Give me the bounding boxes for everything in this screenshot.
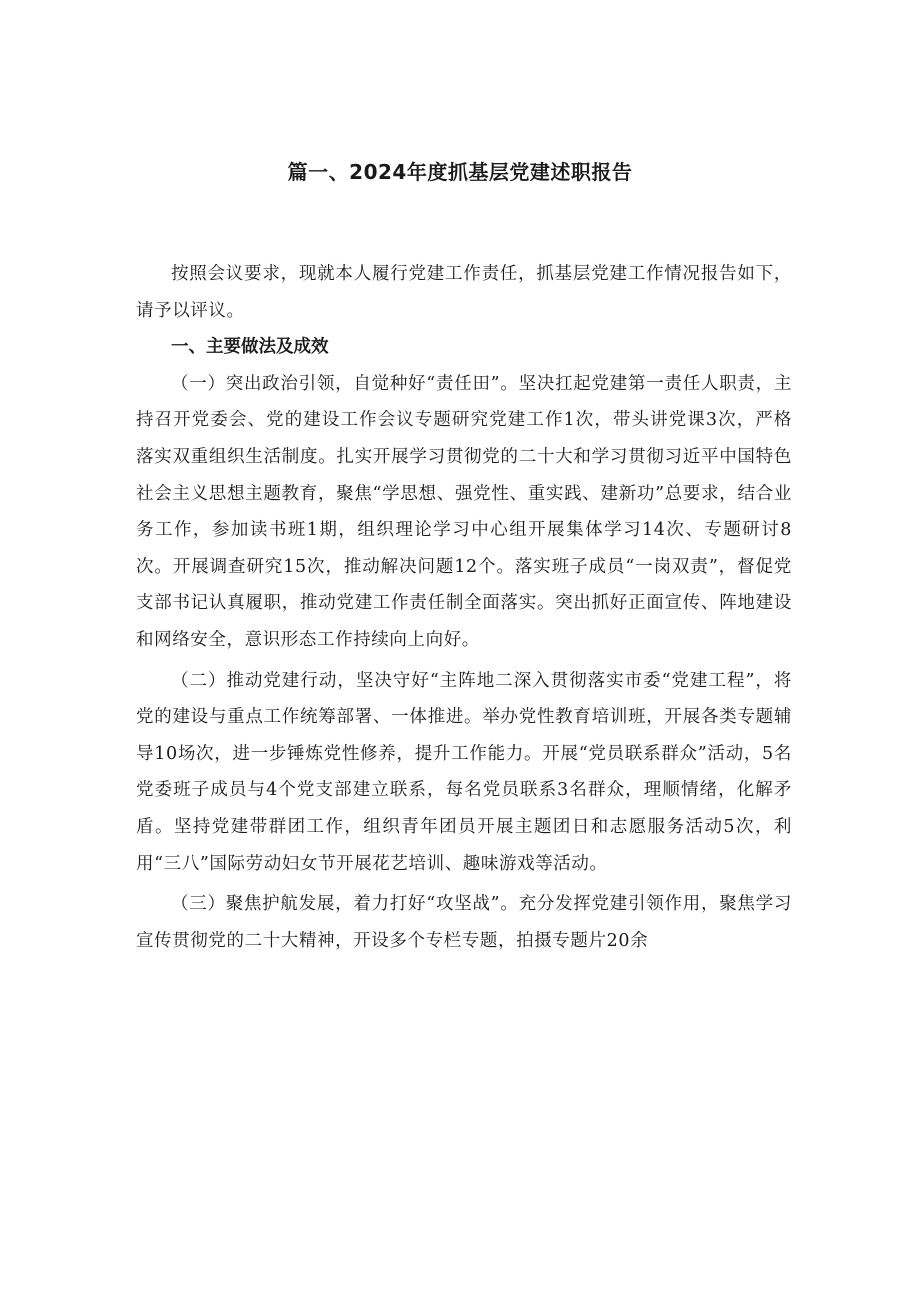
- document-body: [136, 256, 792, 959]
- paragraph-3: （三）聚焦护航发展，着力打好“攻坚战”。充分发挥党建引领作用，聚焦学习宣传贯彻党的二十大精神，开设多个专栏专题，拍摄专题片20余: [136, 894, 792, 951]
- paragraph-1: （一）突出政治引领，自觉种好“责任田”。坚决扛起党建第一责任人职责，主持召开党委会、党的建设工作会议专题研究党建工作1次，带头讲党课3次，严格落实双重组织生活制度。扎实开展学习贯彻党的二十大和学习贯彻习近平中国特色社会主义思想主题教育，聚焦“学思想、强党性、重实践、建新功”总要求，结合业务工作，参加读书班1期，组织理论学习中心组开展集体学习14次、专题研讨8次。开展调查研究15次，推动解决问题12个。落实班子成员“一岗双责”，督促党支部书记认真履职，推动党建工作责任制全面落实。突出抓好正面宣传、阵地建设和网络安全，意识形态工作持续向上向好。: [136, 373, 792, 650]
- section-heading: 一、主要做法及成效: [171, 337, 329, 358]
- document-title: 篇一、2024年度抓基层党建述职报告: [287, 160, 633, 184]
- paragraph-2: （二）推动党建行动，坚决守好“主阵地二深入贯彻落实市委“党建工程”，将党的建设与重点工作统筹部署、一体推进。举办党性教育培训班，开展各类专题辅导10场次，进一步锤炼党性修养，提升工作能力。开展“党员联系群众”活动，5名党委班子成员与4个党支部建立联系，每名党员联系3名群众，理顺情绪，化解矛盾。坚持党建带群团工作，组织青年团员开展主题团日和志愿服务活动5次，利用“三八”国际劳动妇女节开展花艺培训、趣味游戏等活动。: [136, 670, 792, 874]
- intro-paragraph: 按照会议要求，现就本人履行党建工作责任，抓基层党建工作情况报告如下，请予以评议。: [136, 264, 792, 321]
